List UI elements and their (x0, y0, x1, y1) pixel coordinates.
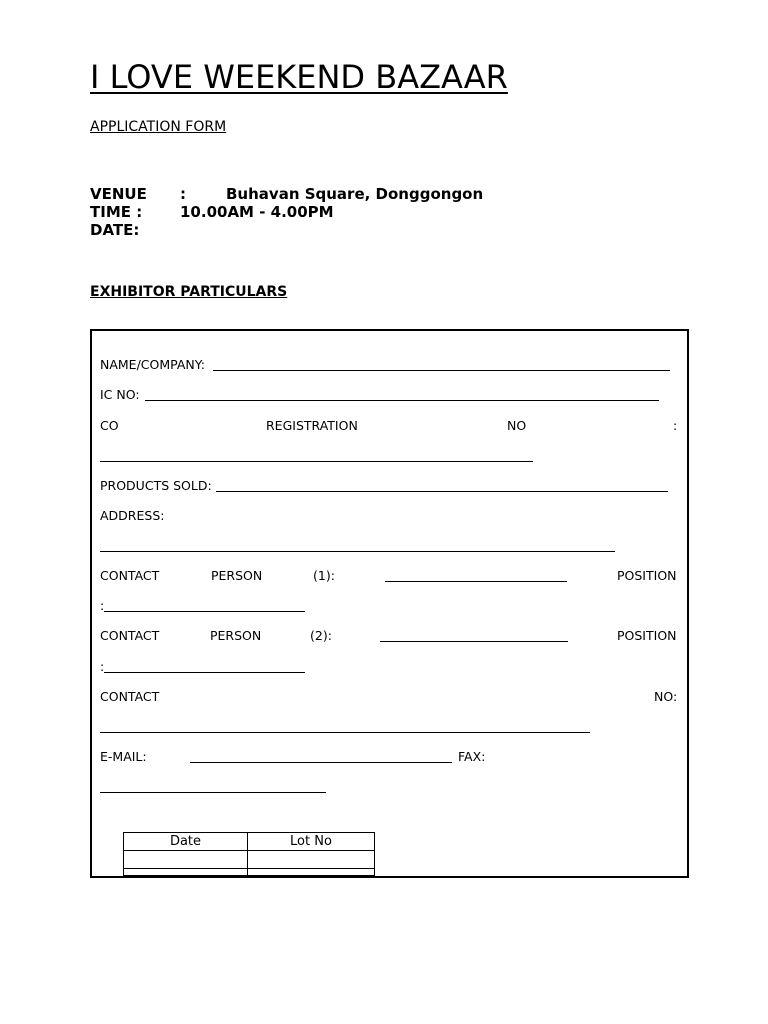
contact1-field[interactable] (385, 581, 567, 582)
position1-field[interactable] (104, 611, 305, 612)
lot-table-header-lot-no: Lot No (248, 833, 375, 851)
venue-value: Buhavan Square, Donggongon (226, 185, 484, 203)
registration-label: REGISTRATION (266, 418, 358, 433)
contact-no-label: CONTACT (100, 689, 160, 704)
form-subtitle: APPLICATION FORM (90, 119, 227, 135)
contact2-person-label: PERSON (210, 628, 262, 643)
ic-no-label: IC NO: (100, 387, 140, 402)
email-label: E-MAIL: (100, 749, 147, 764)
fax-label: FAX: (458, 749, 486, 764)
contact2-number-label: (2): (310, 628, 332, 643)
contact-no-field[interactable] (100, 732, 590, 733)
position2-label: POSITION (617, 628, 677, 643)
venue-colon: : (180, 185, 186, 203)
address-field[interactable] (100, 551, 615, 552)
lot-table-date-cell[interactable] (124, 851, 248, 869)
contact-no-suffix: NO: (654, 689, 678, 704)
co-colon: : (673, 418, 678, 433)
ic-no-field[interactable] (145, 400, 659, 401)
co-label: CO (100, 418, 119, 433)
fax-field[interactable] (100, 792, 326, 793)
contact1-number-label: (1): (313, 568, 335, 583)
position2-field[interactable] (104, 672, 305, 673)
section-title: EXHIBITOR PARTICULARS (90, 284, 288, 300)
name-company-label: NAME/COMPANY: (100, 357, 205, 372)
lot-table-lot-cell[interactable] (248, 851, 375, 869)
contact1-label: CONTACT (100, 568, 160, 583)
lot-table-header-row (124, 833, 375, 851)
address-label: ADDRESS: (100, 508, 165, 523)
page-title: I LOVE WEEKEND BAZAAR (90, 58, 508, 96)
position1-label: POSITION (617, 568, 677, 583)
products-sold-label: PRODUCTS SOLD: (100, 478, 212, 493)
lot-table (123, 832, 375, 876)
lot-table-lot-cell[interactable] (248, 869, 375, 876)
contact2-field[interactable] (380, 641, 568, 642)
contact1-person-label: PERSON (211, 568, 263, 583)
time-label: TIME : (90, 203, 143, 221)
exhibitor-form-box (90, 329, 689, 878)
lot-table-row (124, 851, 375, 869)
position1-colon: : (100, 598, 105, 613)
lot-table-date-cell[interactable] (124, 869, 248, 876)
time-value: 10.00AM - 4.00PM (180, 203, 334, 221)
lot-table-row (124, 869, 375, 876)
email-field[interactable] (190, 762, 452, 763)
date-label: DATE: (90, 221, 140, 239)
no-label: NO (507, 418, 527, 433)
products-sold-field[interactable] (216, 491, 668, 492)
position2-colon: : (100, 659, 105, 674)
lot-table-header-date: Date (124, 833, 248, 851)
co-registration-field[interactable] (100, 461, 533, 462)
name-company-field[interactable] (213, 370, 670, 371)
venue-label: VENUE (90, 185, 147, 203)
contact2-label: CONTACT (100, 628, 160, 643)
